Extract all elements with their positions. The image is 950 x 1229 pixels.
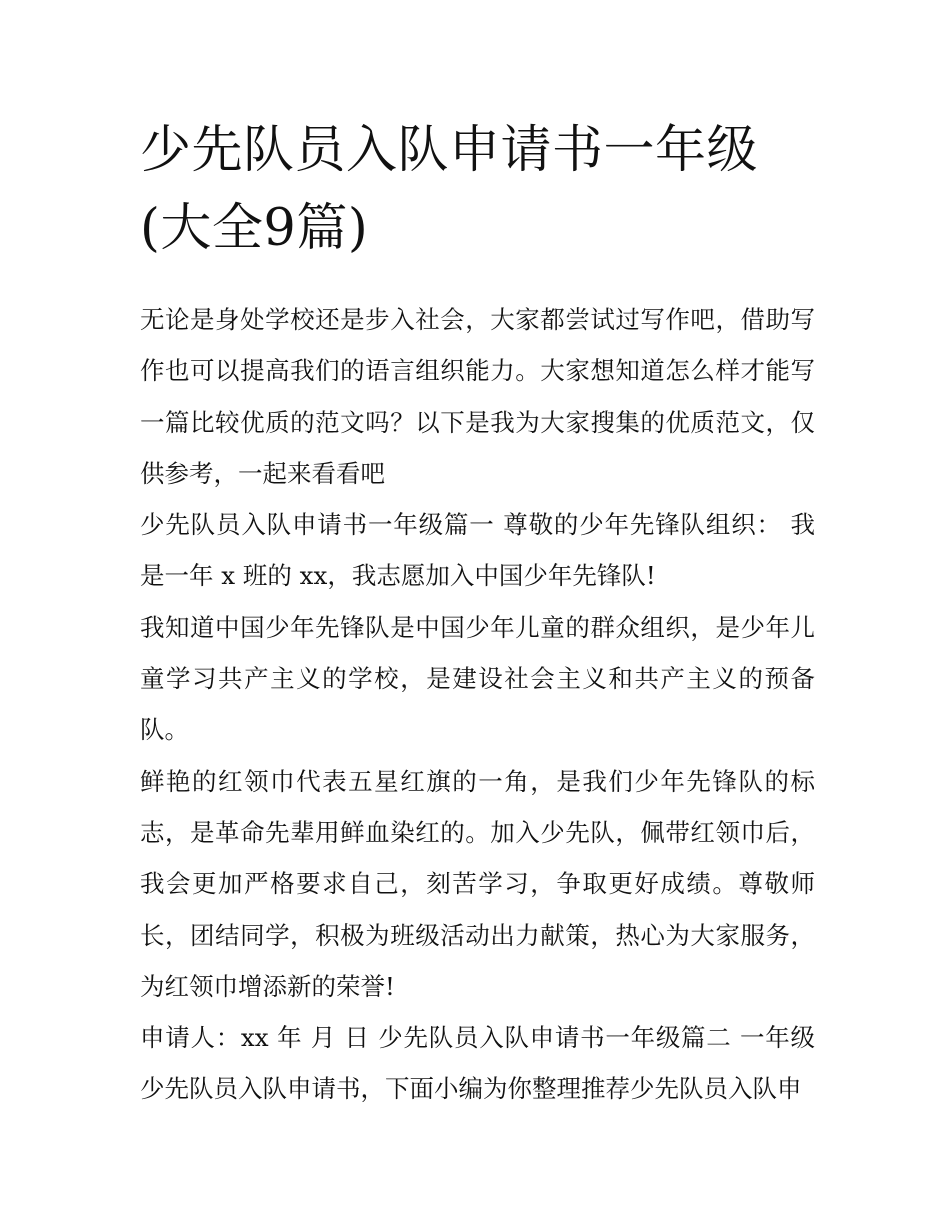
paragraph-signature: 申请人：xx 年 月 日 少先队员入队申请书一年级篇二 一年级少先队员入队申请书，下面小编为你整理推荐少先队员入队申 (140, 1023, 815, 1104)
paragraph-intro: 无论是身处学校还是步入社会，大家都尝试过写作吧，借助写作也可以提高我们的语言组织能力。大家想知道怎么样才能写一篇比较优质的范文吗？以下是我为大家搜集的优质范文，仅供参考，一起来看看吧 (140, 305, 815, 488)
paragraph-greeting: 少先队员入队申请书一年级篇一 尊敬的少年先锋队组织： 我是一年 x 班的 xx，我志愿加入中国少年先锋队! (140, 510, 815, 591)
paragraph-red-scarf: 鲜艳的红领巾代表五星红旗的一角，是我们少年先锋队的标志，是革命先辈用鲜血染红的。加入少先队，佩带红领巾后，我会更加严格要求自己，刻苦学习，争取更好成绩。尊敬师长，团结同学，积极为班级活动出力献策，热心为大家服务，为红领巾增添新的荣誉! (140, 766, 815, 1001)
document-page (140, 112, 815, 1115)
paragraph-about-pioneers: 我知道中国少年先锋队是中国少年儿童的群众组织，是少年儿童学习共产主义的学校，是建设社会主义和共产主义的预备队。 (140, 612, 815, 745)
document-title: 少先队员入队申请书一年级(大全9篇) (140, 121, 759, 258)
